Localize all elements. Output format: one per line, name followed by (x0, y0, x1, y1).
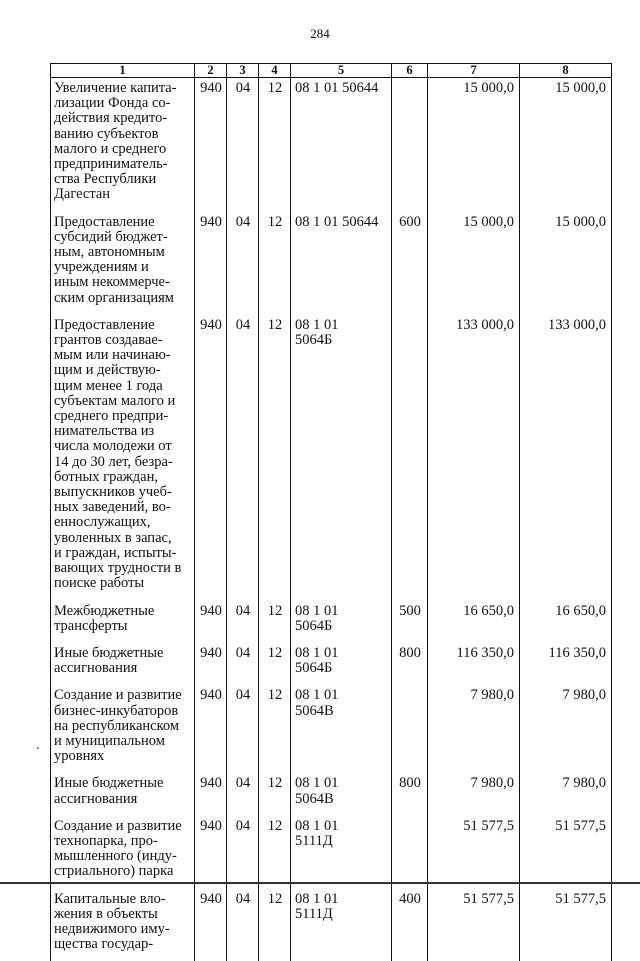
row-col-4: 12 (259, 643, 291, 685)
row-amount-8: 133 000,0 (520, 315, 612, 601)
row-col-3: 04 (227, 78, 259, 212)
row-col-2: 940 (195, 889, 227, 961)
row-code: 08 1 01 5064Б (291, 643, 392, 685)
page-number: 284 (0, 26, 640, 42)
row-code: 08 1 01 5111Д (291, 889, 392, 961)
row-col-2: 940 (195, 315, 227, 601)
row-amount-7: 16 650,0 (428, 601, 520, 643)
row-name: Межбюджетные трансферты (51, 601, 195, 643)
row-col-3: 04 (227, 315, 259, 601)
row-amount-8: 15 000,0 (520, 78, 612, 212)
table-header (51, 64, 612, 78)
table-row (51, 315, 612, 601)
row-col-2: 940 (195, 78, 227, 212)
row-col-2: 940 (195, 773, 227, 815)
row-code: 08 1 01 5064В (291, 685, 392, 773)
row-col-6 (392, 816, 428, 889)
budget-table (50, 63, 612, 961)
header-col-1: 1 (51, 64, 195, 78)
row-name: Создание и развитие технопарка, про- мышленного (инду- стриального) парка (51, 816, 195, 889)
header-col-6: 6 (392, 64, 428, 78)
row-amount-8: 116 350,0 (520, 643, 612, 685)
header-col-8: 8 (520, 64, 612, 78)
row-col-6: 600 (392, 212, 428, 315)
header-row (51, 64, 612, 78)
row-code: 08 1 01 50644 (291, 78, 392, 212)
row-col-6 (392, 315, 428, 601)
header-col-3: 3 (227, 64, 259, 78)
row-col-6: 800 (392, 643, 428, 685)
row-name: Иные бюджетные ассигнования (51, 773, 195, 815)
budget-table-container (50, 63, 611, 961)
row-amount-8: 7 980,0 (520, 773, 612, 815)
header-col-4: 4 (259, 64, 291, 78)
row-col-3: 04 (227, 816, 259, 889)
table-row (51, 773, 612, 815)
row-col-3: 04 (227, 212, 259, 315)
row-amount-7: 51 577,5 (428, 889, 520, 961)
row-name: Увеличение капита- лизации Фонда со- действия кредито- ванию субъектов малого и среднего предприниматель- ства Республики Дагестан (51, 78, 195, 212)
row-code: 08 1 01 5064Б (291, 601, 392, 643)
row-col-3: 04 (227, 685, 259, 773)
row-amount-7: 7 980,0 (428, 773, 520, 815)
row-name: Иные бюджетные ассигнования (51, 643, 195, 685)
row-amount-8: 16 650,0 (520, 601, 612, 643)
table-row (51, 643, 612, 685)
row-col-3: 04 (227, 773, 259, 815)
row-col-6: 800 (392, 773, 428, 815)
row-amount-8: 51 577,5 (520, 889, 612, 961)
row-col-3: 04 (227, 889, 259, 961)
row-amount-7: 133 000,0 (428, 315, 520, 601)
row-col-6: 400 (392, 889, 428, 961)
row-col-4: 12 (259, 78, 291, 212)
row-amount-7: 7 980,0 (428, 685, 520, 773)
row-code: 08 1 01 5064Б (291, 315, 392, 601)
row-amount-8: 15 000,0 (520, 212, 612, 315)
row-name: Предоставление субсидий бюджет- ным, автономным учреждениям и иным некоммерче- ским организациям (51, 212, 195, 315)
row-amount-7: 15 000,0 (428, 212, 520, 315)
row-amount-8: 7 980,0 (520, 685, 612, 773)
header-col-2: 2 (195, 64, 227, 78)
table-row (51, 816, 612, 889)
row-col-3: 04 (227, 643, 259, 685)
row-col-2: 940 (195, 643, 227, 685)
bottom-rule (0, 882, 640, 884)
row-name: Предоставление грантов создавае- мым или начинаю- щим и действую- щим менее 1 года субъектам малого и среднего предпри- нимательства из числа молодежи от 14 до 30 лет, безра- ботных граждан, выпускников учеб- ных заведений, во- еннослужащих, уволенных в запас, и граждан, испыты- вающих трудности в поиске работы (51, 315, 195, 601)
table-row (51, 889, 612, 961)
row-col-6 (392, 78, 428, 212)
row-amount-7: 15 000,0 (428, 78, 520, 212)
row-name: Капитальные вло- жения в объекты недвижимого иму- щества государ- (51, 889, 195, 961)
header-col-7: 7 (428, 64, 520, 78)
row-amount-8: 51 577,5 (520, 816, 612, 889)
row-col-2: 940 (195, 212, 227, 315)
row-col-4: 12 (259, 816, 291, 889)
row-code: 08 1 01 5111Д (291, 816, 392, 889)
row-col-2: 940 (195, 685, 227, 773)
row-col-4: 12 (259, 315, 291, 601)
row-col-3: 04 (227, 601, 259, 643)
row-code: 08 1 01 5064В (291, 773, 392, 815)
row-col-2: 940 (195, 601, 227, 643)
table-body (51, 78, 612, 961)
row-col-4: 12 (259, 601, 291, 643)
row-name: Создание и развитие бизнес-инкубаторов на республиканском и муниципальном уровнях (51, 685, 195, 773)
row-col-4: 12 (259, 773, 291, 815)
row-col-4: 12 (259, 212, 291, 315)
table-row (51, 601, 612, 643)
row-col-6: 500 (392, 601, 428, 643)
row-col-4: 12 (259, 685, 291, 773)
row-col-2: 940 (195, 816, 227, 889)
header-col-5: 5 (291, 64, 392, 78)
table-row (51, 685, 612, 773)
row-col-6 (392, 685, 428, 773)
table-row (51, 78, 612, 212)
row-amount-7: 116 350,0 (428, 643, 520, 685)
margin-mark: . (36, 738, 40, 754)
table-row (51, 212, 612, 315)
row-code: 08 1 01 50644 (291, 212, 392, 315)
row-col-4: 12 (259, 889, 291, 961)
row-amount-7: 51 577,5 (428, 816, 520, 889)
